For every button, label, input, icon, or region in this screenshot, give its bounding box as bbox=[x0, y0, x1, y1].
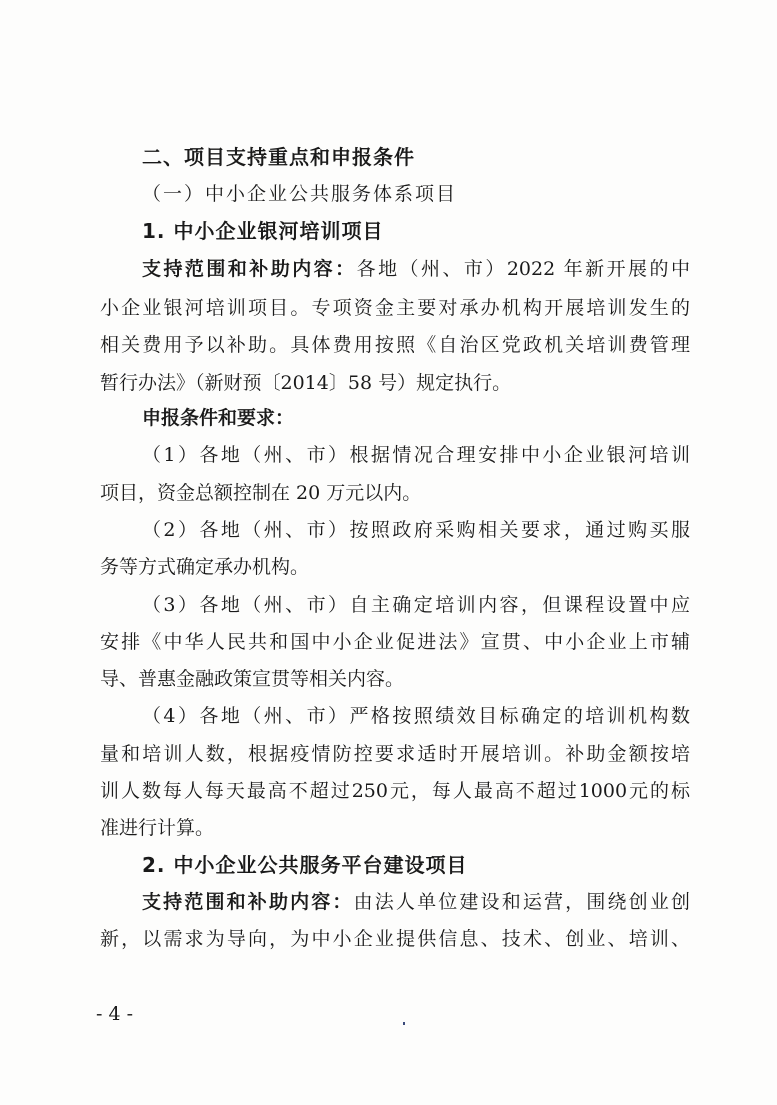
item1-title: 1. 中小企业银河培训项目 bbox=[142, 219, 384, 243]
req2-line-1: （2）各地（州、市）按照政府采购相关要求，通过购买服 bbox=[142, 519, 690, 541]
req1-line-2: 项目，资金总额控制在 20 万元以内。 bbox=[100, 482, 422, 504]
item1-support-line-3: 相关费用予以补助。具体费用按照《自治区党政机关培训费管理 bbox=[100, 334, 690, 356]
req3-line-2: 安排《中华人民共和国中小企业促进法》宣贯、中小企业上市辅 bbox=[100, 631, 690, 653]
subsection-title: （一）中小企业公共服务体系项目 bbox=[142, 183, 458, 205]
page-number: - 4 - bbox=[96, 1003, 134, 1025]
scan-speck bbox=[403, 1022, 405, 1025]
req4-line-3: 训人数每人每天最高不超过250元，每人最高不超过1000元的标 bbox=[100, 780, 690, 802]
req4-line-2: 量和培训人数，根据疫情防控要求适时开展培训。补助金额按培 bbox=[100, 743, 690, 765]
req4-line-4: 准进行计算。 bbox=[100, 817, 215, 839]
req2-line-2: 务等方式确定承办机构。 bbox=[100, 556, 310, 578]
section-title: 二、项目支持重点和申报条件 bbox=[142, 145, 415, 169]
item1-support-line-4: 暂行办法》（新财预〔2014〕58 号）规定执行。 bbox=[100, 372, 512, 394]
item1-support-text: 各地（州、市）2022 年新开展的中 bbox=[356, 258, 690, 280]
item2-support-text: 由法人单位建设和运营，围绕创业创 bbox=[353, 891, 690, 913]
item1-support-line-2: 小企业银河培训项目。专项资金主要对承办机构开展培训发生的 bbox=[100, 297, 690, 319]
req4-line-1: （4）各地（州、市）严格按照绩效目标确定的培训机构数 bbox=[142, 705, 690, 727]
req3-line-1: （3）各地（州、市）自主确定培训内容，但课程设置中应 bbox=[142, 594, 690, 616]
req1-line-1: （1）各地（州、市）根据情况合理安排中小企业银河培训 bbox=[142, 444, 690, 466]
item2-support-line-1 bbox=[142, 890, 690, 914]
item2-title: 2. 中小企业公共服务平台建设项目 bbox=[142, 853, 468, 877]
item2-support-lead: 支持范围和补助内容： bbox=[142, 891, 354, 913]
item1-support-line-1 bbox=[142, 257, 690, 281]
item1-req-title: 申报条件和要求： bbox=[142, 407, 295, 429]
req3-line-3: 导、普惠金融政策宣贯等相关内容。 bbox=[100, 668, 405, 690]
item2-support-line-2: 新，以需求为导向，为中小企业提供信息、技术、创业、培训、 bbox=[100, 928, 690, 950]
item1-support-lead: 支持范围和补助内容： bbox=[142, 258, 357, 280]
